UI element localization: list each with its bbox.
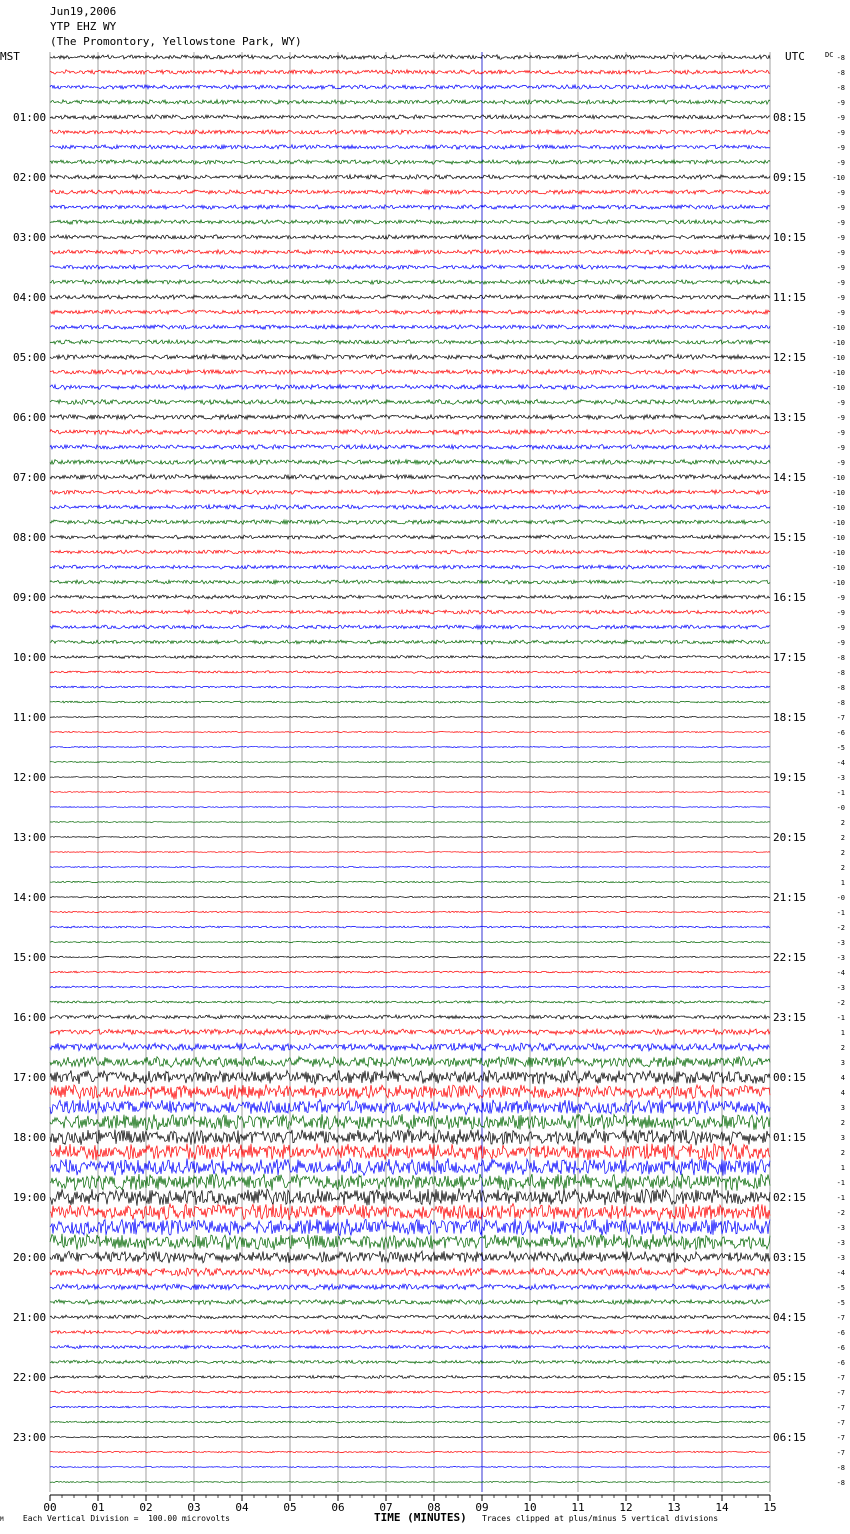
left-hour-labels (13, 111, 46, 1444)
trace-line (50, 310, 770, 315)
dc-offset-label: -3 (836, 774, 845, 782)
x-tick-label: 09 (475, 1501, 489, 1514)
dc-offset-label: -4 (836, 969, 845, 977)
trace-line (50, 911, 770, 913)
dc-offset-label: -5 (836, 744, 845, 752)
dc-offset-label: -8 (836, 1464, 845, 1472)
dc-offset-label: -10 (832, 339, 845, 347)
left-hour-label: 21:00 (13, 1311, 47, 1324)
trace-line (50, 595, 770, 599)
right-hour-label: 10:15 (773, 231, 807, 244)
dc-offset-label: -9 (836, 144, 845, 152)
dc-offset-label: -2 (836, 924, 845, 932)
trace-line (50, 1451, 770, 1453)
right-hour-label: 15:15 (773, 531, 807, 544)
trace-line (50, 295, 770, 300)
right-hour-label: 00:15 (773, 1071, 807, 1084)
dc-offset-label: -2 (836, 999, 845, 1007)
left-hour-label: 17:00 (13, 1071, 47, 1084)
x-axis-title: TIME (MINUTES) (374, 1511, 467, 1524)
dc-offset-label: -10 (832, 354, 845, 362)
right-hour-label: 01:15 (773, 1131, 807, 1144)
dc-offset-label: -10 (832, 369, 845, 377)
trace-line (50, 520, 770, 525)
dc-offset-label: -7 (836, 1449, 845, 1457)
dc-offset-label: -7 (836, 1314, 845, 1322)
trace-line (50, 354, 770, 359)
trace-line (50, 265, 770, 270)
left-hour-label: 09:00 (13, 591, 47, 604)
trace-line (50, 837, 770, 838)
trace-line (50, 686, 770, 688)
trace-line (50, 1070, 770, 1084)
x-tick-label: 02 (139, 1501, 153, 1514)
dc-offset-label: 4 (840, 1074, 845, 1082)
left-hour-label: 19:00 (13, 1191, 47, 1204)
right-timezone-label: UTC (785, 50, 805, 63)
dc-offset-label: 1 (840, 879, 845, 887)
left-hour-label: 02:00 (13, 171, 47, 184)
dc-offset-label: -7 (836, 1404, 845, 1412)
dc-offset-label: -9 (836, 429, 845, 437)
trace-line (50, 881, 770, 883)
right-hour-label: 19:15 (773, 771, 807, 784)
trace-line (50, 1481, 770, 1482)
trace-line (50, 565, 770, 569)
dc-offset-label: -0 (836, 804, 845, 812)
dc-offset-label: 2 (840, 1044, 845, 1052)
right-hour-label: 02:15 (773, 1191, 807, 1204)
dc-offset-labels (832, 54, 845, 1487)
left-hour-label: 12:00 (13, 771, 47, 784)
trace-line (50, 792, 770, 793)
dc-offset-label: 2 (840, 849, 845, 857)
dc-offset-label: -10 (832, 549, 845, 557)
trace-line (50, 325, 770, 330)
dc-offset-label: 4 (840, 1089, 845, 1097)
trace-line (50, 1421, 770, 1423)
footer-left (0, 1514, 230, 1523)
dc-offset-label: 2 (840, 1149, 845, 1157)
dc-offset-label: -10 (832, 474, 845, 482)
dc-label: DC (825, 51, 834, 59)
x-tick-label: 06 (331, 1501, 345, 1514)
right-hour-label: 23:15 (773, 1011, 807, 1024)
trace-line (50, 1188, 770, 1205)
dc-offset-label: -10 (832, 504, 845, 512)
dc-offset-label: -9 (836, 279, 845, 287)
trace-line (50, 656, 770, 659)
x-tick-label: 14 (715, 1501, 729, 1514)
trace-line (50, 1129, 770, 1145)
trace-line (50, 926, 770, 928)
trace-line (50, 70, 770, 75)
right-hour-label: 08:15 (773, 111, 807, 124)
dc-offset-label: -3 (836, 1254, 845, 1262)
dc-offset-label: -9 (836, 219, 845, 227)
dc-offset-label: 2 (840, 1119, 845, 1127)
trace-line (50, 145, 770, 150)
dc-offset-label: -2 (836, 1209, 845, 1217)
dc-offset-label: 1 (840, 1029, 845, 1037)
trace-line (50, 1015, 770, 1019)
dc-offset-label: -9 (836, 294, 845, 302)
trace-line (50, 1234, 770, 1250)
station-label: YTP EHZ WY (50, 20, 117, 33)
dc-offset-label: -6 (836, 1344, 845, 1352)
trace-line (50, 250, 770, 255)
trace-line (50, 731, 770, 732)
dc-offset-label: -5 (836, 1299, 845, 1307)
dc-offset-label: -9 (836, 129, 845, 137)
trace-line (50, 415, 770, 420)
trace-line (50, 474, 770, 479)
right-hour-label: 05:15 (773, 1371, 807, 1384)
trace-line (50, 550, 770, 554)
x-tick-label: 07 (379, 1501, 393, 1514)
trace-line (50, 1158, 770, 1175)
x-tick-label: 04 (235, 1501, 249, 1514)
trace-line (50, 807, 770, 808)
trace-line (50, 1330, 770, 1334)
trace-line (50, 280, 770, 285)
x-tick-label: 00 (43, 1501, 57, 1514)
dc-offset-label: -10 (832, 519, 845, 527)
location-label: (The Promontory, Yellowstone Park, WY) (50, 35, 302, 48)
trace-line (50, 370, 770, 375)
trace-line (50, 505, 770, 510)
right-hour-label: 06:15 (773, 1431, 807, 1444)
trace-line (50, 1219, 770, 1236)
trace-line (50, 85, 770, 90)
dc-offset-label: -6 (836, 1329, 845, 1337)
left-hour-label: 10:00 (13, 651, 47, 664)
trace-line (50, 1056, 770, 1067)
x-tick-label: 12 (619, 1501, 633, 1514)
trace-line (50, 1100, 770, 1115)
date-label: Jun19,2006 (50, 5, 117, 18)
left-hour-label: 06:00 (13, 411, 47, 424)
trace-line (50, 971, 770, 973)
dc-offset-label: -8 (836, 699, 845, 707)
trace-line (50, 640, 770, 644)
trace-line (50, 956, 770, 958)
trace-line (50, 1001, 770, 1004)
trace-line (50, 535, 770, 539)
dc-offset-label: 2 (840, 864, 845, 872)
trace-line (50, 777, 770, 778)
trace-line (50, 490, 770, 495)
dc-offset-label: -8 (836, 654, 845, 662)
dc-offset-label: -0 (836, 894, 845, 902)
x-tick-label: 15 (763, 1501, 777, 1514)
right-hour-label: 13:15 (773, 411, 807, 424)
right-hour-label: 04:15 (773, 1311, 807, 1324)
trace-line (50, 430, 770, 435)
clip-note: Traces clipped at plus/minus 5 vertical divisions (482, 1514, 719, 1523)
trace-line (50, 716, 770, 717)
right-hour-label: 03:15 (773, 1251, 807, 1264)
trace-line (50, 1436, 770, 1438)
trace-line (50, 1114, 770, 1130)
dc-offset-label: 2 (840, 834, 845, 842)
left-hour-label: 05:00 (13, 351, 47, 364)
dc-offset-label: -9 (836, 264, 845, 272)
dc-offset-label: -3 (836, 939, 845, 947)
right-hour-label: 14:15 (773, 471, 807, 484)
trace-line (50, 130, 770, 135)
dc-offset-label: -8 (836, 69, 845, 77)
trace-line (50, 220, 770, 225)
left-hour-label: 23:00 (13, 1431, 47, 1444)
dc-offset-label: -9 (836, 159, 845, 167)
trace-group (50, 55, 770, 1483)
time-grid (50, 52, 770, 1492)
right-hour-label: 16:15 (773, 591, 807, 604)
dc-offset-label: -9 (836, 234, 845, 242)
trace-line (50, 460, 770, 465)
right-hour-label: 21:15 (773, 891, 807, 904)
dc-offset-label: 3 (840, 1134, 845, 1142)
trace-line (50, 399, 770, 404)
dc-offset-label: -4 (836, 759, 845, 767)
trace-line (50, 1174, 770, 1191)
trace-line (50, 190, 770, 195)
trace-line (50, 1345, 770, 1349)
x-tick-label: 08 (427, 1501, 441, 1514)
left-hour-label: 14:00 (13, 891, 47, 904)
trace-line (50, 671, 770, 674)
dc-offset-label: -1 (836, 789, 845, 797)
trace-line (50, 1043, 770, 1051)
trace-line (50, 1360, 770, 1364)
dc-offset-label: -10 (832, 174, 845, 182)
left-hour-label: 07:00 (13, 471, 47, 484)
dc-offset-label: -6 (836, 1359, 845, 1367)
x-tick-label: 01 (91, 1501, 105, 1514)
trace-line (50, 986, 770, 988)
left-hour-label: 18:00 (13, 1131, 47, 1144)
dc-offset-label: 2 (840, 819, 845, 827)
right-hour-labels (773, 111, 806, 1444)
trace-line (50, 100, 770, 105)
trace-line (50, 175, 770, 180)
dc-offset-label: -8 (836, 1479, 845, 1487)
dc-offset-label: -9 (836, 249, 845, 257)
dc-offset-label: -9 (836, 639, 845, 647)
trace-line (50, 896, 770, 898)
trace-line (50, 115, 770, 120)
trace-line (50, 701, 770, 703)
trace-line (50, 941, 770, 943)
trace-line (50, 235, 770, 240)
left-hour-label: 13:00 (13, 831, 47, 844)
dc-offset-label: 3 (840, 1104, 845, 1112)
dc-offset-label: -9 (836, 189, 845, 197)
trace-line (50, 1251, 770, 1263)
dc-offset-label: -9 (836, 399, 845, 407)
left-hour-label: 20:00 (13, 1251, 47, 1264)
right-hour-label: 17:15 (773, 651, 807, 664)
dc-offset-label: -10 (832, 534, 845, 542)
dc-offset-label: -7 (836, 1419, 845, 1427)
right-hour-label: 12:15 (773, 351, 807, 364)
trace-line (50, 385, 770, 390)
dc-offset-label: -9 (836, 594, 845, 602)
trace-line (50, 55, 770, 60)
dc-offset-label: -6 (836, 729, 845, 737)
dc-offset-label: -5 (836, 1284, 845, 1292)
scale-note: Each Vertical Division = 100.00 microvolts (22, 1514, 230, 1523)
dc-offset-label: -7 (836, 714, 845, 722)
dc-offset-label: 1 (840, 1164, 845, 1172)
dc-offset-label: -1 (836, 1179, 845, 1187)
trace-line (50, 761, 770, 762)
right-hour-label: 18:15 (773, 711, 807, 724)
x-tick-label: 13 (667, 1501, 681, 1514)
dc-offset-label: -7 (836, 1434, 845, 1442)
trace-line (50, 1204, 770, 1221)
trace-line (50, 1284, 770, 1290)
trace-line (50, 1315, 770, 1319)
left-hour-label: 08:00 (13, 531, 47, 544)
dc-offset-label: -8 (836, 84, 845, 92)
dc-offset-label: -3 (836, 1224, 845, 1232)
trace-line (50, 746, 770, 747)
right-hour-label: 11:15 (773, 291, 807, 304)
trace-line (50, 1300, 770, 1305)
trace-line (50, 625, 770, 629)
left-hour-label: 04:00 (13, 291, 47, 304)
trace-line (50, 852, 770, 853)
corner-mark: M (0, 1516, 4, 1523)
trace-line (50, 1268, 770, 1276)
dc-offset-label: -9 (836, 114, 845, 122)
trace-line (50, 1391, 770, 1394)
trace-line (50, 160, 770, 165)
right-hour-label: 22:15 (773, 951, 807, 964)
dc-offset-label: -9 (836, 99, 845, 107)
dc-offset-label: -9 (836, 609, 845, 617)
x-tick-label: 10 (523, 1501, 537, 1514)
trace-line (50, 610, 770, 614)
dc-offset-label: -10 (832, 564, 845, 572)
left-hour-label: 03:00 (13, 231, 47, 244)
trace-line (50, 1376, 770, 1379)
left-hour-label: 15:00 (13, 951, 47, 964)
dc-offset-label: -1 (836, 1014, 845, 1022)
trace-line (50, 1144, 770, 1161)
left-hour-label: 22:00 (13, 1371, 47, 1384)
left-hour-label: 16:00 (13, 1011, 47, 1024)
dc-offset-label: -9 (836, 444, 845, 452)
right-hour-label: 09:15 (773, 171, 807, 184)
dc-offset-label: -3 (836, 954, 845, 962)
trace-line (50, 340, 770, 345)
dc-offset-label: -8 (836, 669, 845, 677)
dc-offset-label: -8 (836, 54, 845, 62)
dc-offset-label: -7 (836, 1374, 845, 1382)
dc-offset-label: -9 (836, 624, 845, 632)
dc-offset-label: -7 (836, 1389, 845, 1397)
right-hour-label: 20:15 (773, 831, 807, 844)
trace-line (50, 1466, 770, 1467)
trace-line (50, 866, 770, 867)
dc-offset-label: -10 (832, 324, 845, 332)
x-tick-label: 03 (187, 1501, 201, 1514)
dc-offset-label: 3 (840, 1059, 845, 1067)
dc-offset-label: -9 (836, 459, 845, 467)
trace-line (50, 822, 770, 823)
dc-offset-label: -8 (836, 684, 845, 692)
dc-offset-label: -3 (836, 984, 845, 992)
trace-line (50, 1084, 770, 1099)
left-hour-label: 01:00 (13, 111, 47, 124)
dc-offset-label: -3 (836, 1239, 845, 1247)
trace-line (50, 580, 770, 584)
dc-offset-label: -9 (836, 204, 845, 212)
dc-offset-label: -10 (832, 489, 845, 497)
trace-line (50, 1406, 770, 1408)
dc-offset-label: -10 (832, 384, 845, 392)
trace-line (50, 445, 770, 450)
x-tick-label: 05 (283, 1501, 297, 1514)
left-hour-label: 11:00 (13, 711, 47, 724)
trace-line (50, 205, 770, 210)
x-tick-label: 11 (571, 1501, 585, 1514)
dc-offset-label: -9 (836, 309, 845, 317)
dc-offset-label: -1 (836, 909, 845, 917)
dc-offset-label: -1 (836, 1194, 845, 1202)
dc-offset-label: -4 (836, 1269, 845, 1277)
dc-offset-label: -10 (832, 579, 845, 587)
left-timezone-label: MST (0, 50, 20, 63)
dc-offset-label: -9 (836, 414, 845, 422)
trace-line (50, 1029, 770, 1035)
